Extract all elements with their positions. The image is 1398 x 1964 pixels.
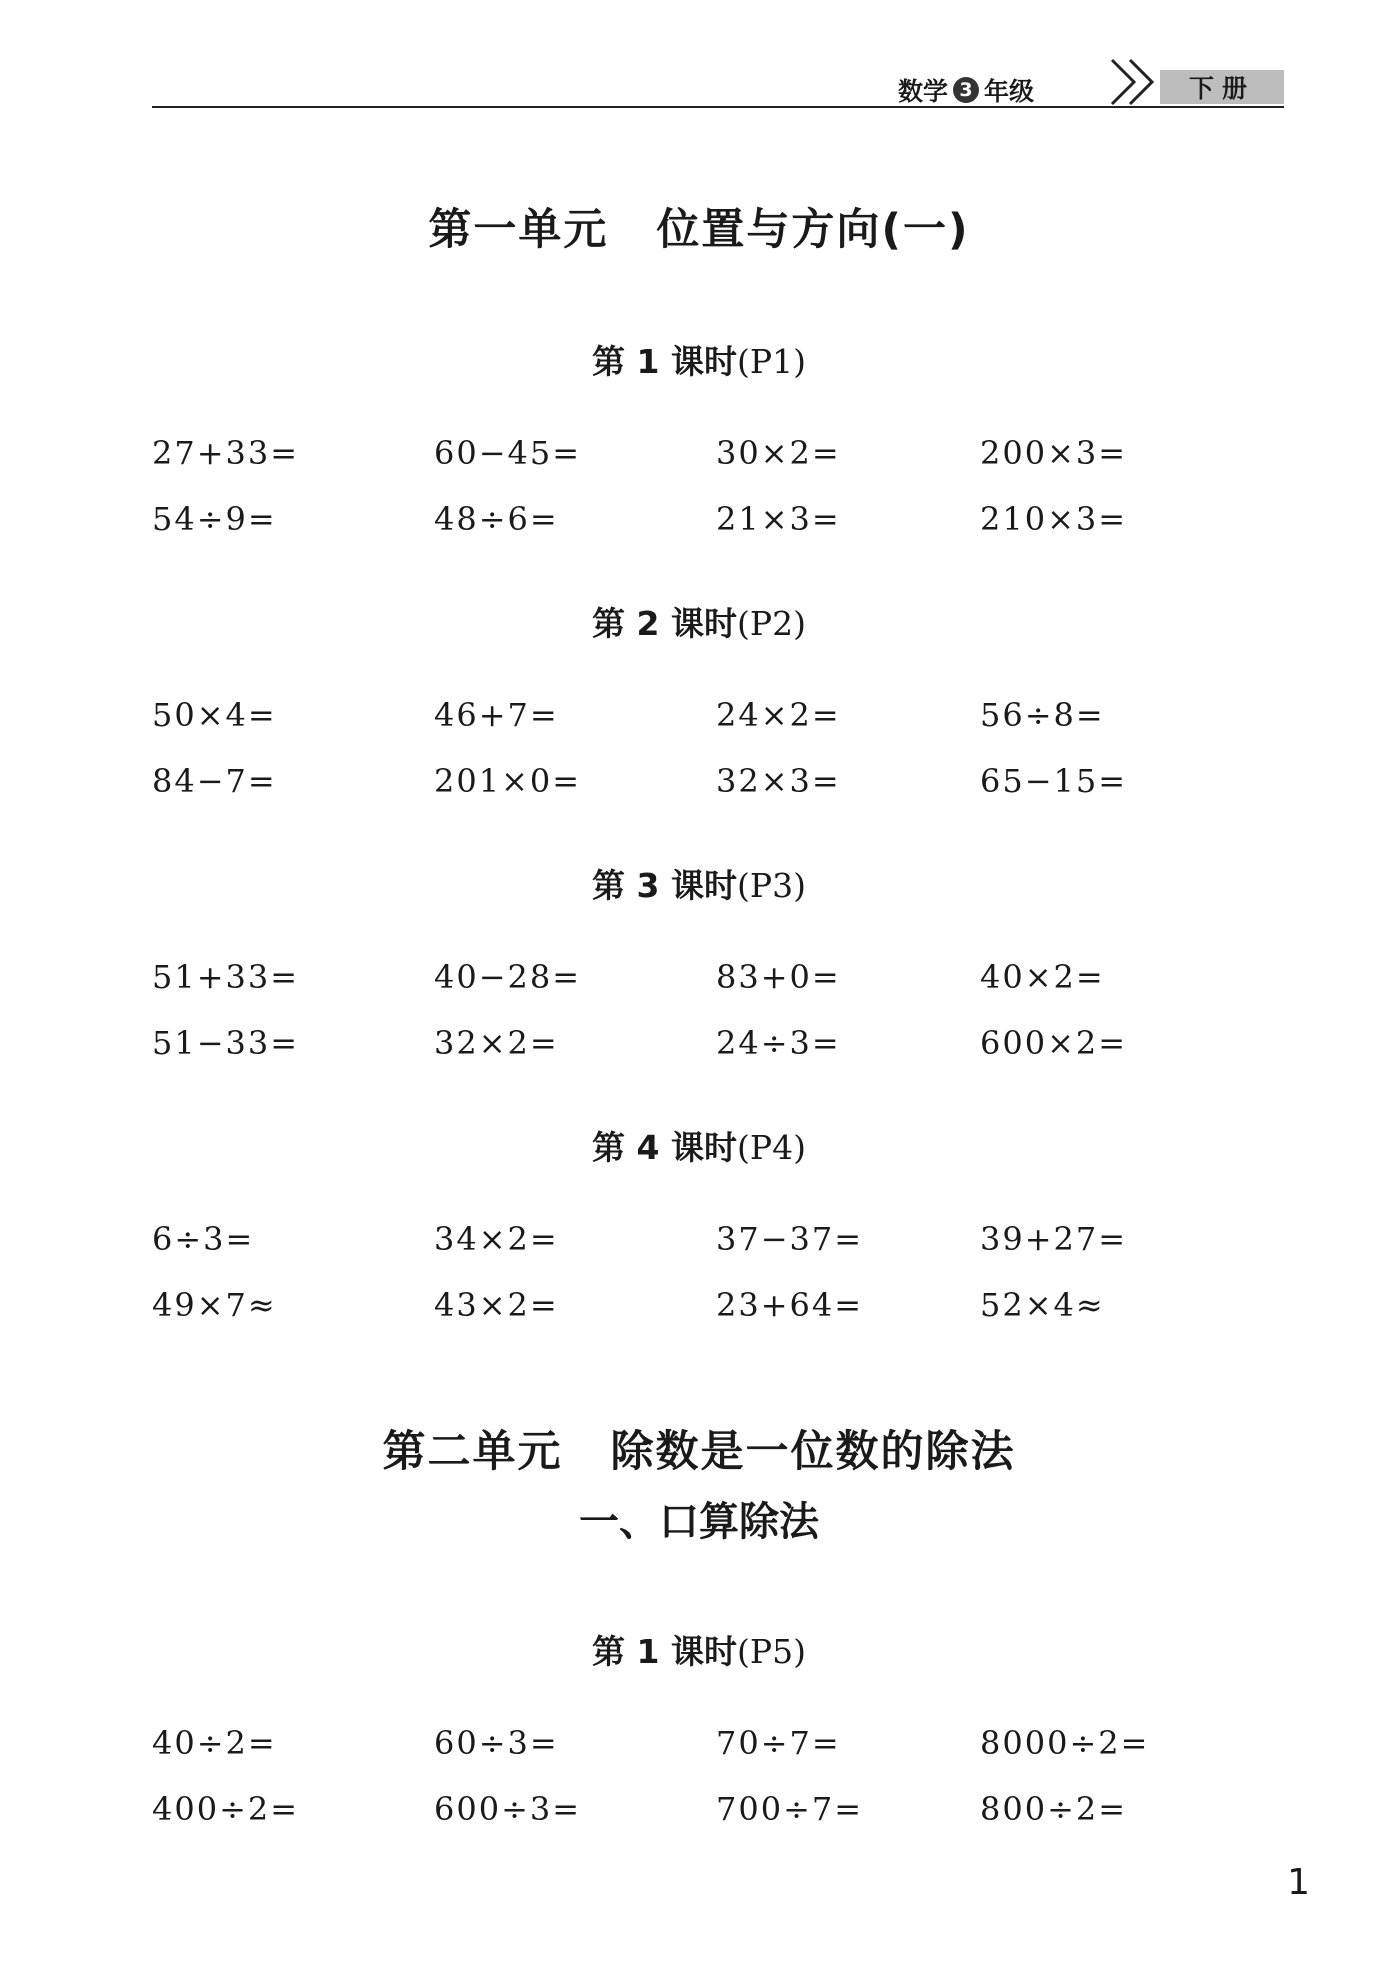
expression: 43×2= (434, 1286, 559, 1324)
expression: 34×2= (434, 1220, 559, 1258)
expression: 700÷7= (716, 1790, 864, 1828)
expression: 52×4≈ (980, 1286, 1105, 1324)
lesson-title (0, 336, 1398, 383)
expression: 200×3= (980, 434, 1128, 472)
lesson-label: 第 4 课时 (592, 1128, 737, 1167)
unit-1-name: 位置与方向(一) (656, 205, 970, 255)
lesson-title (0, 1626, 1398, 1673)
expression: 600×2= (980, 1024, 1128, 1062)
lesson-page-ref: (P3) (737, 866, 806, 905)
expression: 65−15= (980, 762, 1128, 800)
volume-tab: 下册 (1160, 70, 1284, 104)
expression: 201×0= (434, 762, 582, 800)
expression: 23+64= (716, 1286, 864, 1324)
unit-1-number: 第一单元 (428, 205, 609, 255)
unit-1-title (0, 196, 1398, 257)
lesson-page-ref: (P5) (737, 1632, 806, 1671)
lesson-title (0, 860, 1398, 907)
expression: 60−45= (434, 434, 582, 472)
section-subtitle: 一、口算除法 (579, 1498, 819, 1545)
lesson-title (0, 598, 1398, 645)
expression: 40−28= (434, 958, 582, 996)
lesson-label: 第 3 课时 (592, 866, 737, 905)
lesson-title (0, 1122, 1398, 1169)
grade-suffix-label: 年级 (983, 77, 1034, 106)
expression: 48÷6= (434, 500, 559, 538)
double-chevron-icon (1108, 56, 1166, 108)
lesson-label: 第 2 课时 (592, 604, 737, 643)
expression: 39+27= (980, 1220, 1128, 1258)
expression: 84−7= (152, 762, 277, 800)
expression: 51+33= (152, 958, 300, 996)
expression: 32×3= (716, 762, 841, 800)
lesson-page-ref: (P2) (737, 604, 806, 643)
page-header (152, 64, 1284, 108)
expression: 83+0= (716, 958, 841, 996)
expression: 70÷7= (716, 1724, 841, 1762)
expression: 40÷2= (152, 1724, 277, 1762)
unit-2-name: 除数是一位数的除法 (610, 1427, 1016, 1477)
unit-2-title (0, 1418, 1398, 1479)
expression: 54÷9= (152, 500, 277, 538)
expression: 27+33= (152, 434, 300, 472)
expression: 6÷3= (152, 1220, 255, 1258)
expression: 50×4= (152, 696, 277, 734)
expression: 56÷8= (980, 696, 1105, 734)
grade-number-badge: 3 (953, 77, 979, 103)
lesson-label: 第 1 课时 (592, 1632, 737, 1671)
expression: 37−37= (716, 1220, 864, 1258)
book-label (898, 72, 1034, 108)
expression: 30×2= (716, 434, 841, 472)
expression: 51−33= (152, 1024, 300, 1062)
expression: 600÷3= (434, 1790, 582, 1828)
expression: 40×2= (980, 958, 1105, 996)
expression: 800÷2= (980, 1790, 1128, 1828)
expression: 32×2= (434, 1024, 559, 1062)
expression: 24÷3= (716, 1024, 841, 1062)
lesson-page-ref: (P4) (737, 1128, 806, 1167)
expression: 46+7= (434, 696, 559, 734)
expression: 60÷3= (434, 1724, 559, 1762)
expression: 24×2= (716, 696, 841, 734)
subject-label: 数学 (897, 77, 948, 106)
header-rule (152, 106, 1284, 108)
expression: 21×3= (716, 500, 841, 538)
expression: 210×3= (980, 500, 1128, 538)
unit-2-number: 第二单元 (382, 1427, 563, 1477)
lesson-label: 第 1 课时 (592, 342, 737, 381)
lesson-page-ref: (P1) (737, 342, 806, 381)
expression: 49×7≈ (152, 1286, 277, 1324)
expression: 400÷2= (152, 1790, 300, 1828)
expression: 8000÷2= (980, 1724, 1150, 1762)
page-number: 1 (1287, 1862, 1310, 1903)
